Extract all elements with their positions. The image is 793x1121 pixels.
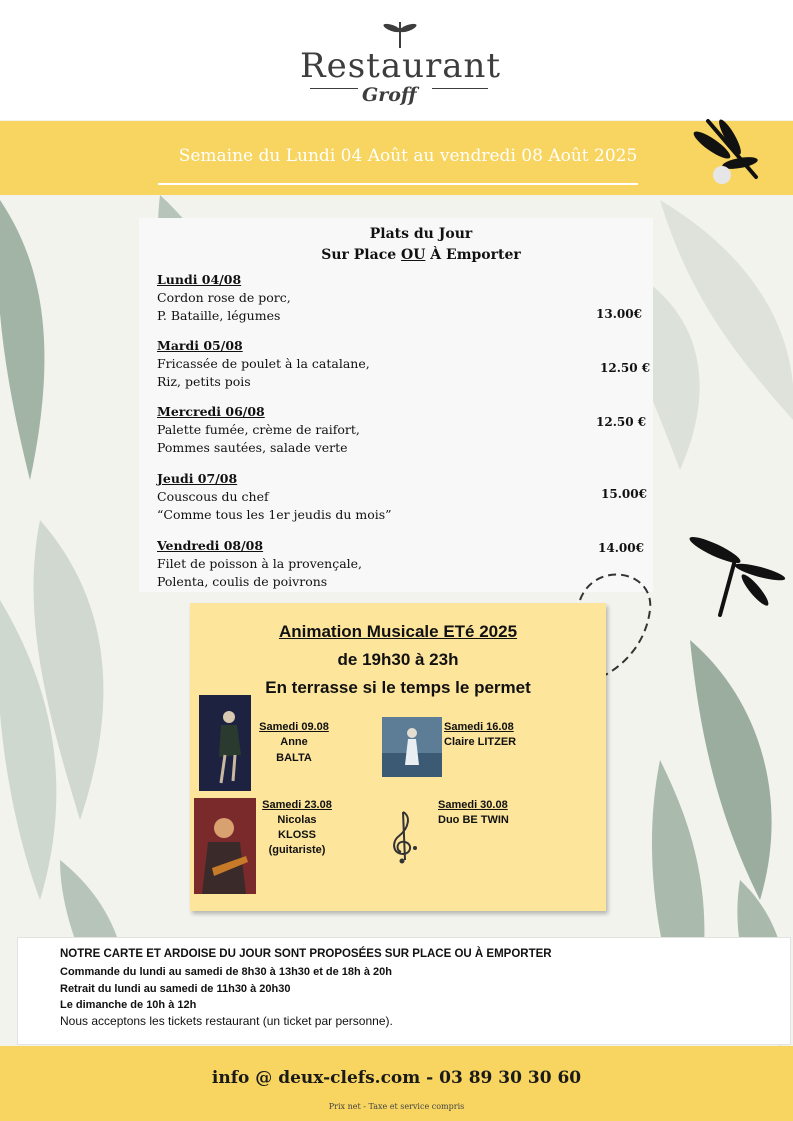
event-artist: Nicolas KLOSS	[277, 814, 317, 841]
day-name: Lundi 04/08	[157, 272, 242, 287]
restaurant-logo	[300, 18, 500, 118]
info-line-retrait: Retrait du lundi au samedi de 11h30 à 20h30	[60, 983, 291, 995]
logo-name: Restaurant	[300, 46, 502, 86]
price-monday: 13.00€	[596, 307, 642, 321]
event-date: Samedi 23.08	[262, 799, 332, 811]
logo-rule-right	[432, 88, 488, 89]
event-artist: Claire LITZER	[444, 736, 517, 748]
dish-line: Riz, petits pois	[157, 374, 251, 389]
day-wednesday	[157, 403, 360, 457]
dish-line: Filet de poisson à la provençale,	[157, 556, 363, 571]
price-wednesday: 12.50 €	[596, 415, 647, 429]
animation-time: de 19h30 à 23h	[337, 650, 459, 669]
week-title: Semaine du Lundi 04 Août au vendredi 08 Août 2025	[178, 146, 638, 166]
event-anne-balta	[256, 720, 332, 766]
event-date: Samedi 30.08	[438, 799, 508, 811]
event-claire-litzer	[444, 720, 516, 750]
day-thursday	[157, 470, 392, 524]
info-line-carte: NOTRE CARTE ET ARDOISE DU JOUR SONT PROPOSÉES SUR PLACE OU À EMPORTER	[60, 948, 552, 960]
dish-line: P. Bataille, légumes	[157, 308, 281, 323]
price-thursday: 15.00€	[601, 487, 647, 501]
dish-line: Palette fumée, crème de raifort,	[157, 422, 360, 437]
day-name: Vendredi 08/08	[157, 538, 264, 553]
price-note: Prix net - Taxe et service compris	[328, 1102, 465, 1111]
event-date: Samedi 09.08	[259, 721, 329, 733]
plats-subtitle-pre: Sur Place	[321, 247, 401, 263]
plats-title: Plats du Jour	[369, 226, 473, 242]
event-artist: BALTA	[276, 752, 312, 764]
day-name: Mercredi 06/08	[157, 404, 265, 419]
day-name: Jeudi 07/08	[157, 471, 238, 486]
artist-photo-claire-litzer	[382, 717, 442, 777]
dish-line: Couscous du chef	[157, 489, 269, 504]
event-duo-be-twin	[438, 798, 509, 828]
price-friday: 14.00€	[598, 541, 644, 555]
week-underline	[158, 183, 638, 185]
event-artist: (guitariste)	[268, 844, 326, 856]
day-friday	[157, 537, 362, 591]
dish-line: Polenta, coulis de poivrons	[157, 574, 328, 589]
artist-photo-anne-balta	[199, 695, 251, 791]
price-tuesday: 12.50 €	[600, 361, 651, 375]
dish-line: Fricassée de poulet à la catalane,	[157, 356, 370, 371]
dish-line: Pommes sautées, salade verte	[157, 440, 348, 455]
day-tuesday	[157, 337, 370, 391]
logo-rule-left	[310, 88, 358, 89]
plats-subtitle	[139, 247, 703, 263]
treble-clef-icon	[385, 808, 421, 864]
info-line-tickets: Nous acceptons les tickets restaurant (un ticket par personne).	[60, 1014, 393, 1028]
event-artist: Duo BE TWIN	[438, 814, 509, 826]
dish-line: “Comme tous les 1er jeudis du mois”	[157, 507, 392, 522]
dragonfly-icon	[690, 115, 770, 190]
dish-line: Cordon rose de porc,	[157, 290, 291, 305]
dragonfly-trail-icon	[575, 530, 793, 680]
logo-subtitle: Groff	[362, 84, 417, 106]
contact-info[interactable]: info @ deux-clefs.com - 03 89 30 30 60	[211, 1068, 582, 1088]
event-date: Samedi 16.08	[444, 721, 514, 733]
plats-subtitle-post: À Emporter	[425, 247, 521, 263]
info-line-commande: Commande du lundi au samedi de 8h30 à 13h30 et de 18h à 20h	[60, 966, 392, 978]
event-nicolas-kloss	[257, 798, 337, 858]
day-monday	[157, 271, 291, 325]
day-name: Mardi 05/08	[157, 338, 243, 353]
animation-note: En terrasse si le temps le permet	[265, 678, 531, 697]
artist-photo-nicolas-kloss	[194, 798, 256, 894]
event-artist: Anne	[280, 736, 308, 748]
plats-subtitle-ou: OU	[401, 247, 426, 263]
animation-title: Animation Musicale ETé 2025	[278, 622, 518, 641]
info-line-dimanche: Le dimanche de 10h à 12h	[60, 999, 197, 1011]
